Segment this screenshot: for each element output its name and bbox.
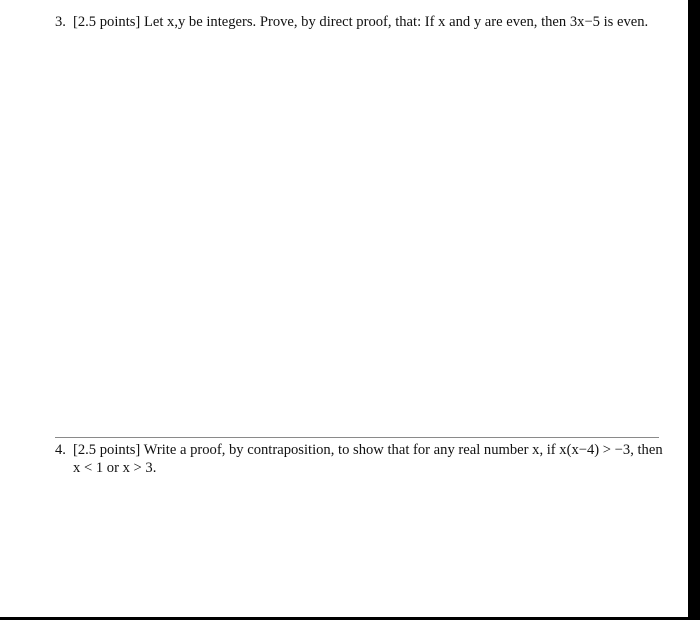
problem-4-number: 4.: [55, 442, 66, 458]
problem-4-text-line-2: x < 1 or x > 3.: [73, 460, 157, 476]
problem-3-text: [2.5 points] Let x,y be integers. Prove, by direct proof, that: If x and y are even, then 3x−5 is even.: [73, 14, 649, 30]
problem-3: [55, 13, 648, 31]
problem-4-text-line-1: [2.5 points] Write a proof, by contraposition, to show that for any real number x, if x(x−4) > −3, then: [73, 442, 663, 458]
answer-divider: [55, 437, 659, 438]
problem-3-number: 3.: [55, 14, 66, 30]
problem-4: [55, 441, 663, 477]
window-edge: [688, 0, 700, 620]
